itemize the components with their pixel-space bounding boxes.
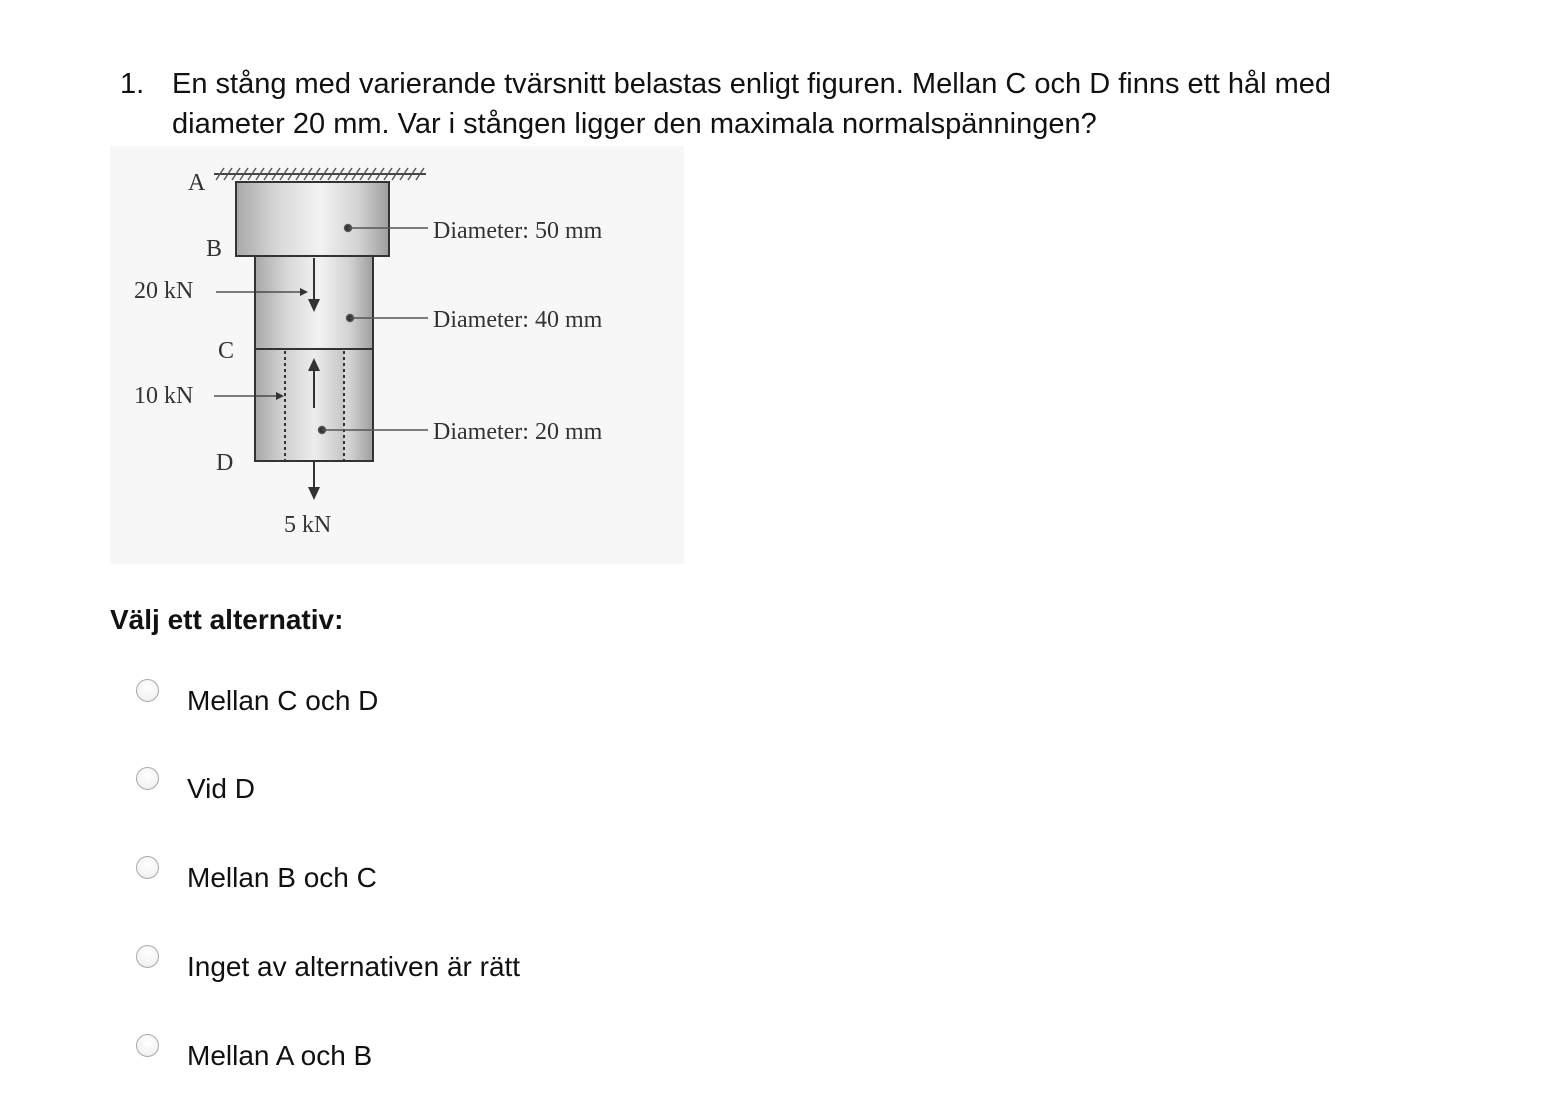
label-load-10: 10 kN [134, 383, 194, 409]
segment-ab [236, 182, 389, 256]
label-d: D [216, 450, 234, 476]
choice-prompt: Välj ett alternativ: [110, 604, 344, 635]
fixed-support [214, 168, 426, 180]
label-load-20: 20 kN [134, 278, 194, 304]
option-3[interactable] [136, 856, 836, 906]
label-a: A [188, 170, 206, 196]
question-number: 1. [120, 68, 145, 100]
option-label: Inget av alternativen är rätt [187, 951, 521, 982]
option-label: Mellan B och C [187, 862, 377, 893]
radio-button[interactable] [136, 1034, 159, 1057]
label-c: C [218, 338, 235, 364]
option-label: Vid D [187, 773, 255, 804]
label-diameter-40: Diameter: 40 mm [433, 307, 603, 333]
bar-diagram [110, 146, 684, 564]
option-label: Mellan A och B [187, 1040, 373, 1071]
option-2[interactable] [136, 767, 836, 817]
option-1[interactable] [136, 679, 836, 729]
radio-button[interactable] [136, 679, 159, 702]
radio-button[interactable] [136, 767, 159, 790]
radio-button[interactable] [136, 856, 159, 879]
option-label: Mellan C och D [187, 685, 379, 716]
label-b: B [206, 236, 223, 262]
label-load-5: 5 kN [284, 512, 332, 538]
label-diameter-50: Diameter: 50 mm [433, 218, 603, 244]
radio-button[interactable] [136, 945, 159, 968]
load-5kn-arrow [308, 462, 320, 500]
label-diameter-20: Diameter: 20 mm [433, 419, 603, 445]
option-5[interactable] [136, 1034, 836, 1084]
option-4[interactable] [136, 945, 836, 995]
question-text: En stång med varierande tvärsnitt belastas enligt figuren. Mellan C och D finns ett hål med diameter 20 mm. Var i stången ligger den maximala normalspänningen? [172, 68, 1331, 140]
